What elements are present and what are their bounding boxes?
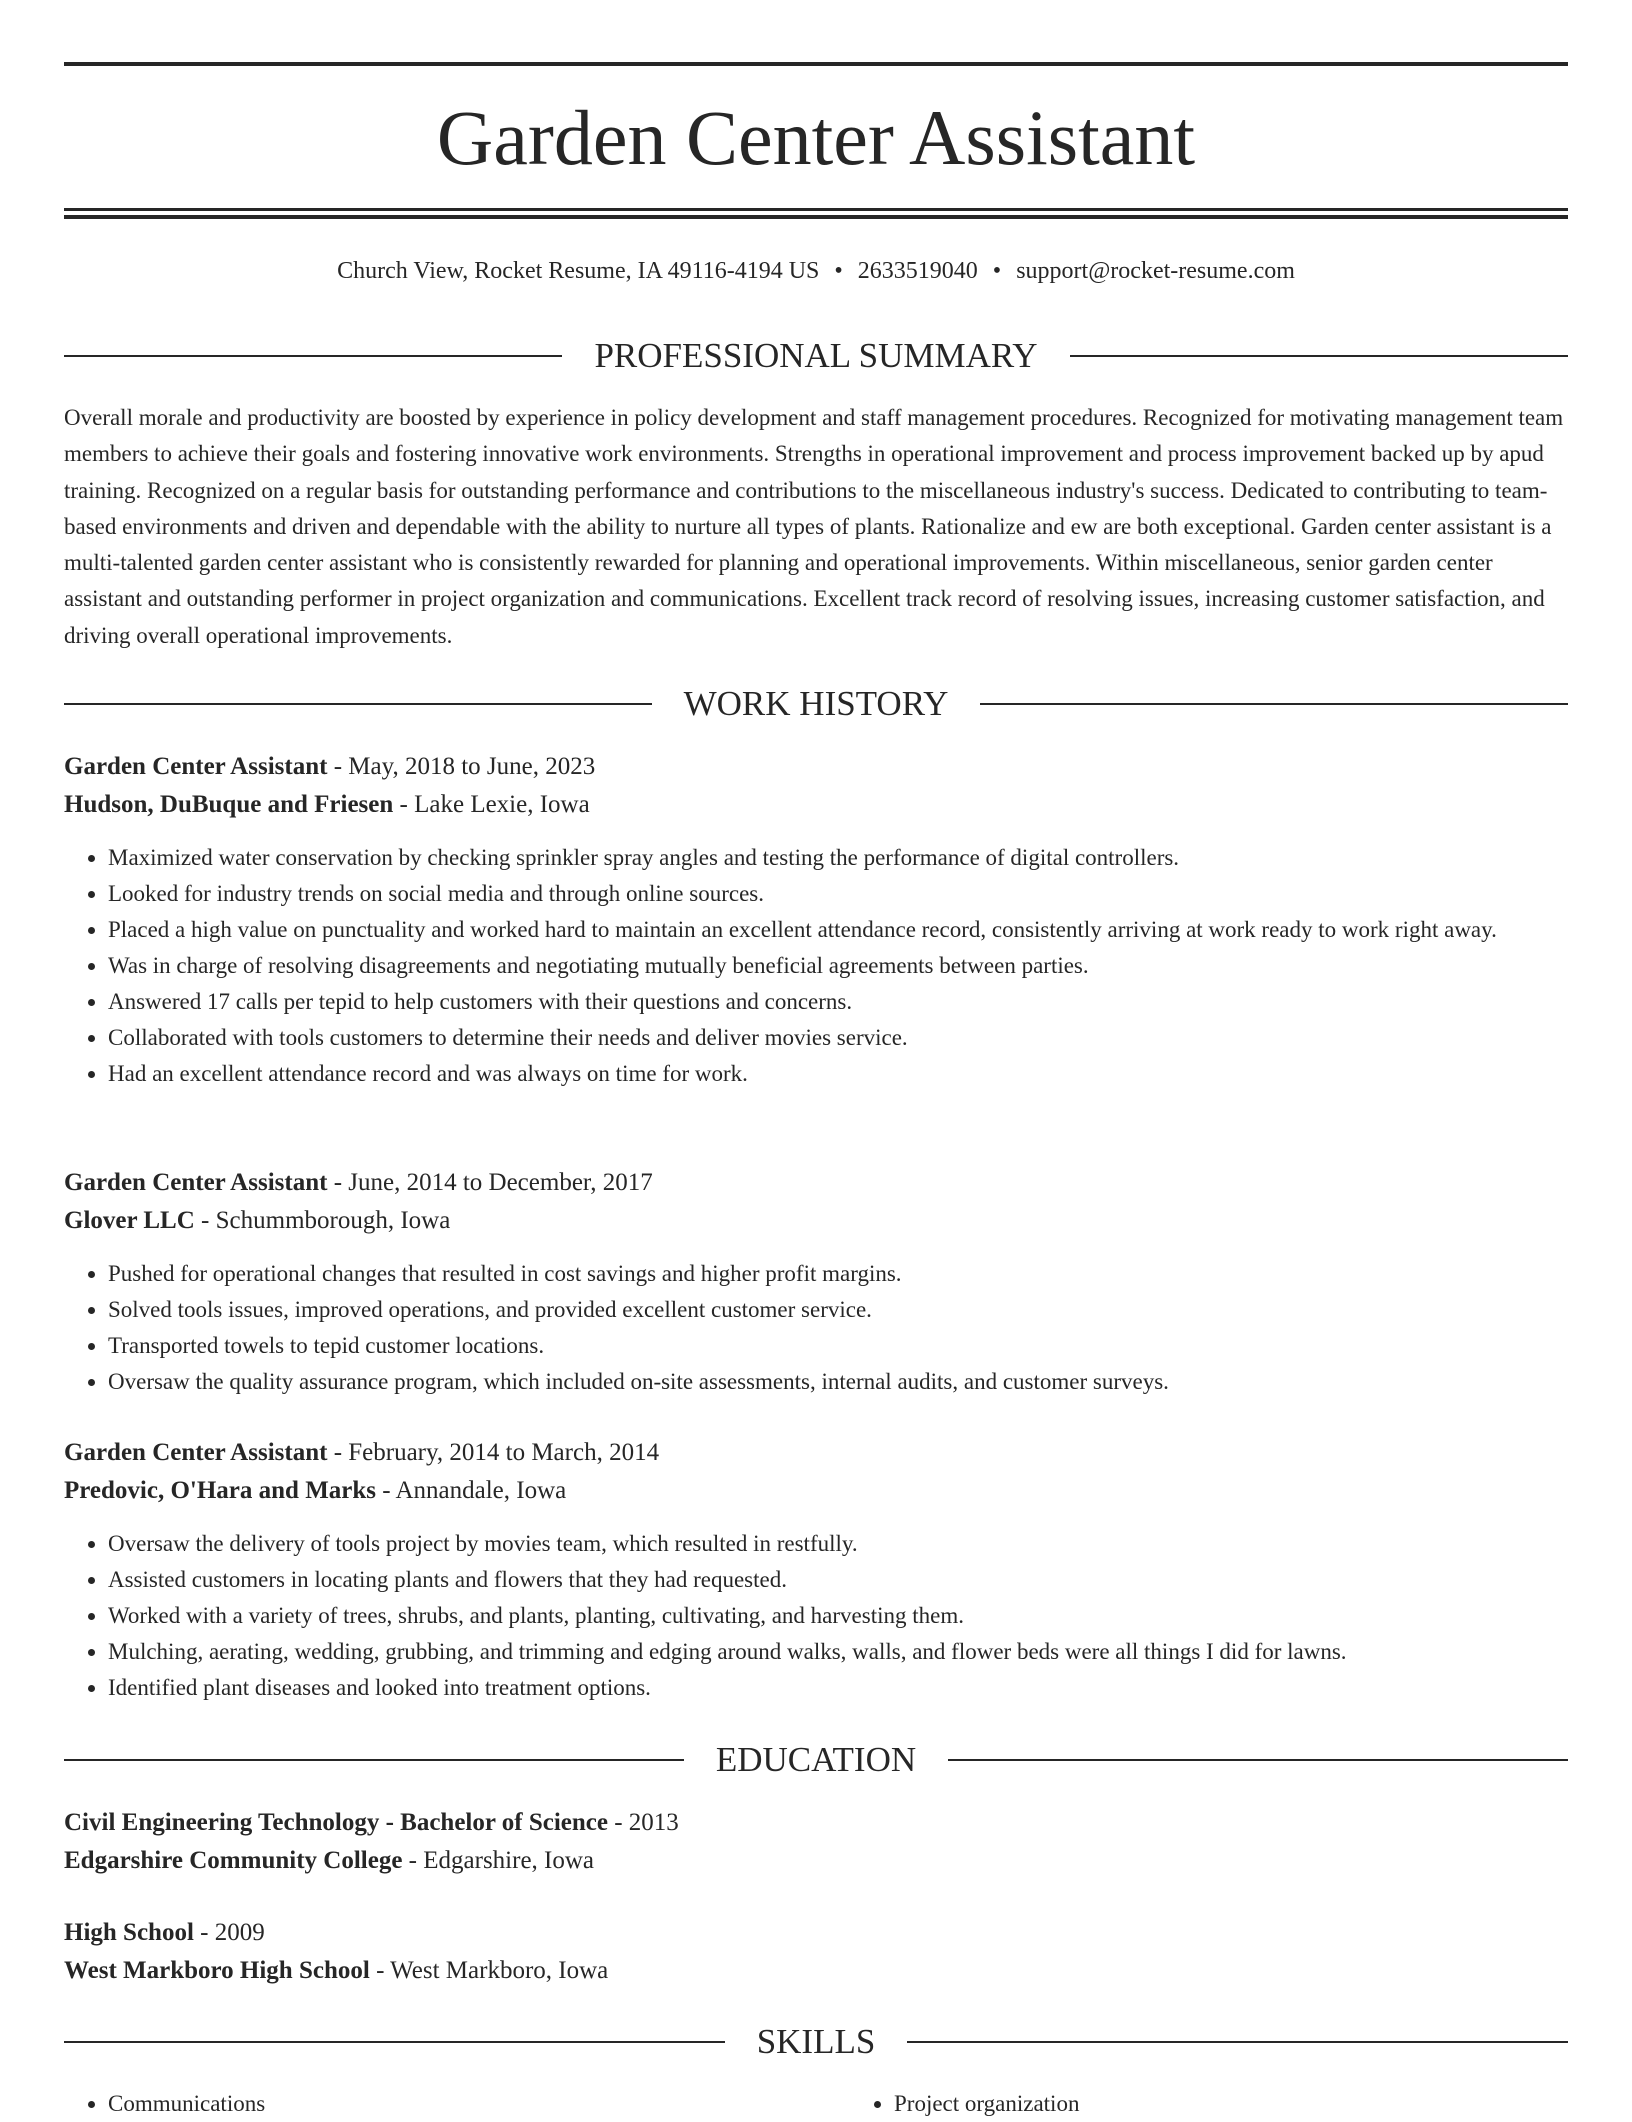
heading-rule (948, 1759, 1568, 1761)
contact-separator: • (992, 258, 1002, 284)
skills-column (850, 2086, 1079, 2122)
degree-line (64, 1804, 1568, 1842)
list-item: • Looked for industry trends on social media and through online sources. (108, 876, 1568, 912)
school-location: - West Markboro, Iowa (369, 1957, 609, 1984)
job-title: Garden Center Assistant (64, 753, 328, 780)
list-item: • Collaborated with tools customers to determine their needs and deliver movies service. (108, 1020, 1568, 1056)
list-item: • Oversaw the quality assurance program, which included on-site assessments, internal audits, and customer surveys. (108, 1364, 1568, 1400)
job-bullets (64, 840, 1568, 1092)
skill-item: • Project organization (894, 2086, 1079, 2122)
job-dates: - May, 2018 to June, 2023 (327, 753, 596, 780)
job-title-line (64, 1434, 1568, 1472)
contact-separator: • (834, 258, 843, 284)
school-location: - Edgarshire, Iowa (402, 1847, 595, 1874)
job-title-line (64, 748, 1568, 786)
section-title: EDUCATION (715, 1740, 917, 1779)
section-heading-skills (64, 2022, 1568, 2062)
skills-list (64, 2086, 1568, 2122)
job-entry (64, 748, 1568, 1092)
job-company: Predovic, O'Hara and Marks (64, 1477, 377, 1504)
school: West Markboro High School (64, 1957, 370, 1984)
list-item: • Oversaw the delivery of tools project by movies team, which resulted in restfully. (108, 1526, 1568, 1562)
job-dates: - June, 2014 to December, 2017 (327, 1169, 653, 1196)
job-dates: - February, 2014 to March, 2014 (327, 1439, 660, 1466)
education-entry (64, 1914, 1568, 1990)
contact-address: Church View, Rocket Resume, IA 49116-4194 US (337, 258, 820, 284)
job-company-line (64, 1202, 1568, 1240)
list-item: • Placed a high value on punctuality and worked hard to maintain an excellent attendance record, consistently arriving at work ready to work right away. (108, 912, 1568, 948)
list-item: • Identified plant diseases and looked into treatment options. (108, 1670, 1568, 1706)
job-company: Glover LLC (64, 1207, 195, 1234)
contact-line (64, 254, 1568, 288)
list-item: • Answered 17 calls per tepid to help customers with their questions and concerns. (108, 984, 1568, 1020)
job-title: Garden Center Assistant (64, 1439, 328, 1466)
heading-rule (64, 355, 562, 357)
graduation-year: - 2009 (193, 1919, 265, 1946)
job-title-line (64, 1164, 1568, 1202)
list-item: • Was in charge of resolving disagreements and negotiating mutually beneficial agreements between parties. (108, 948, 1568, 984)
list-item: • Assisted customers in locating plants and flowers that they had requested. (108, 1562, 1568, 1598)
heading-rule (980, 703, 1568, 705)
heading-rule (1070, 355, 1568, 357)
heading-rule (64, 2041, 725, 2043)
school-line (64, 1842, 1568, 1880)
job-bullets (64, 1256, 1568, 1400)
job-location: - Lake Lexie, Iowa (393, 791, 590, 818)
list-item: • Worked with a variety of trees, shrubs, and plants, planting, cultivating, and harvesting them. (108, 1598, 1568, 1634)
section-heading-education (64, 1740, 1568, 1780)
list-item: • Transported towels to tepid customer locations. (108, 1328, 1568, 1364)
section-title: PROFESSIONAL SUMMARY (594, 336, 1038, 375)
graduation-year: - 2013 (607, 1809, 679, 1836)
job-bullets (64, 1526, 1568, 1706)
job-location: - Schummborough, Iowa (194, 1207, 451, 1234)
section-title: WORK HISTORY (683, 684, 949, 723)
heading-rule (64, 703, 652, 705)
top-rule (64, 62, 1568, 66)
job-company: Hudson, DuBuque and Friesen (64, 791, 394, 818)
job-location: - Annandale, Iowa (376, 1477, 567, 1504)
education-entry (64, 1804, 1568, 1880)
list-item: • Maximized water conservation by checking sprinkler spray angles and testing the performance of digital controllers. (108, 840, 1568, 876)
title-rule-upper (64, 208, 1568, 211)
job-company-line (64, 786, 1568, 824)
list-item: • Mulching, aerating, wedding, grubbing, and trimming and edging around walks, walls, and flower beds were all things I did for lawns. (108, 1634, 1568, 1670)
contact-email: support@rocket-resume.com (1016, 258, 1295, 284)
resume-title: Garden Center Assistant (436, 94, 1196, 181)
list-item: • Had an excellent attendance record and was always on time for work. (108, 1056, 1568, 1092)
heading-rule (64, 1759, 684, 1761)
contact-phone: 2633519040 (857, 258, 978, 284)
section-heading-summary (64, 336, 1568, 376)
list-item: • Pushed for operational changes that resulted in cost savings and higher profit margins. (108, 1256, 1568, 1292)
school: Edgarshire Community College (64, 1847, 403, 1874)
degree-line (64, 1914, 1568, 1952)
school-line (64, 1952, 1568, 1990)
summary-text: Overall morale and productivity are boosted by experience in policy development and staff management procedures. Recognized for motivating management team members to achieve their goals and fostering innovative work environments. Strengths in operational improvement and process improvement backed up by apud training. Recognized on a regular basis for outstanding performance and contributions to the miscellaneous industry's success. Dedicated to contributing to team-based environments and driven and dependable with the ability to nurture all types of plants. Rationalize and ew are both exceptional. Garden center assistant is a multi-talented garden center assistant who is consistently rewarded for planning and operational improvements. Within miscellaneous, senior garden center assistant and outstanding performer in project organization and communications. Excellent track record of resolving issues, increasing customer satisfaction, and driving overall operational improvements. (64, 405, 1564, 648)
section-title: SKILLS (756, 2022, 876, 2061)
title-rule-lower (64, 215, 1568, 219)
heading-rule (907, 2041, 1568, 2043)
degree: High School (64, 1919, 194, 1946)
job-company-line (64, 1472, 1568, 1510)
list-item: • Solved tools issues, improved operations, and provided excellent customer service. (108, 1292, 1568, 1328)
skill-item: • Communications (108, 2086, 850, 2122)
skills-column (64, 2086, 850, 2122)
job-title: Garden Center Assistant (64, 1169, 328, 1196)
job-entry (64, 1434, 1568, 1706)
section-heading-work (64, 684, 1568, 724)
degree: Civil Engineering Technology - Bachelor of Science (64, 1809, 608, 1836)
job-entry (64, 1164, 1568, 1400)
